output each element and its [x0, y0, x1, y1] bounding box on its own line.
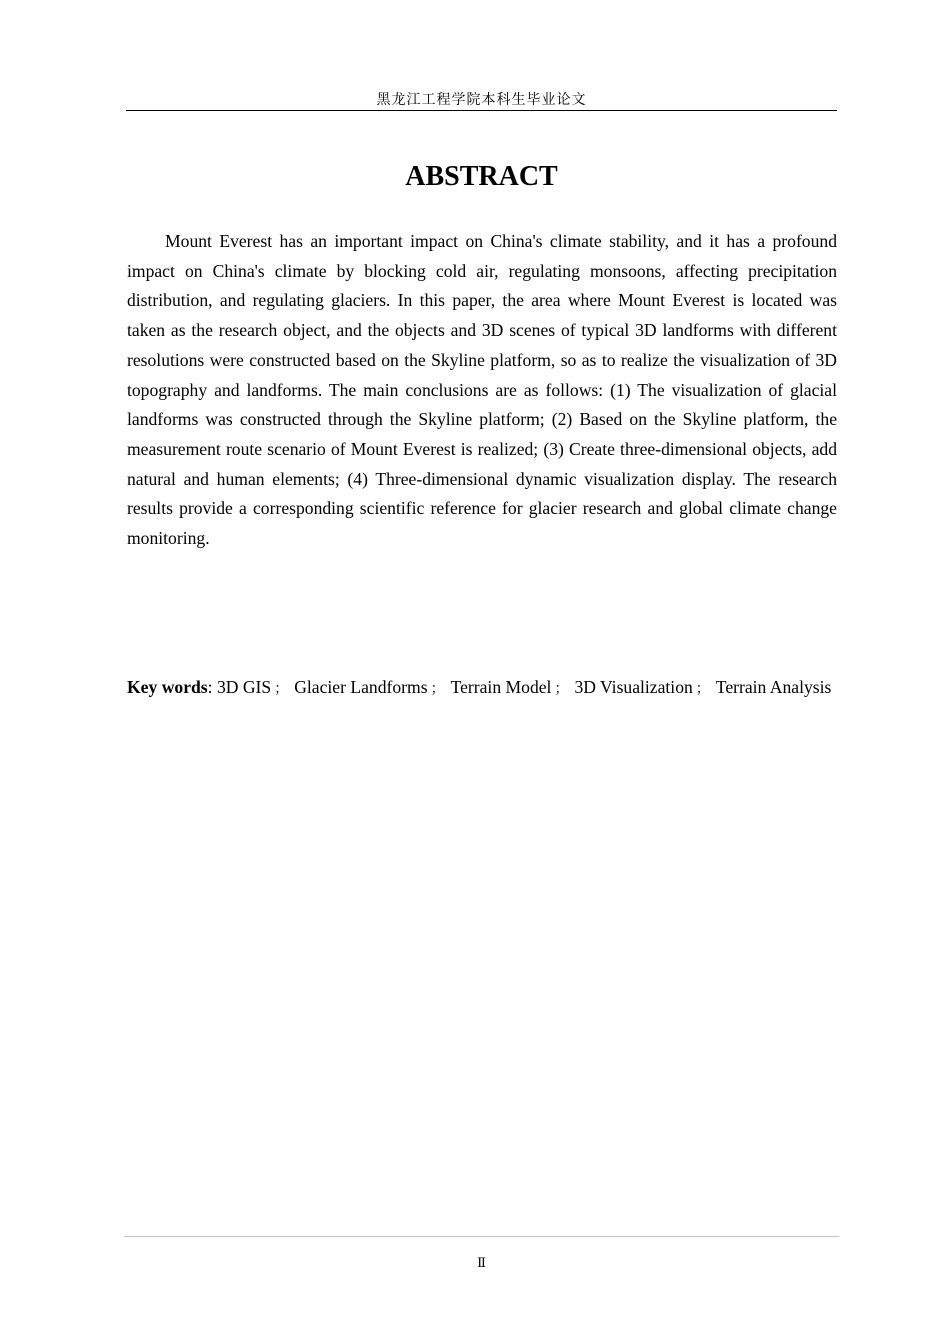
abstract-title: ABSTRACT — [405, 161, 558, 192]
keyword-separator: ； — [430, 681, 445, 697]
page-number: Ⅱ — [477, 1255, 486, 1270]
keyword-separator: ； — [695, 681, 710, 697]
keyword-separator: ； — [274, 681, 289, 697]
running-header: 黑龙江工程学院本科生毕业论文 — [376, 92, 587, 108]
keyword-separator: ； — [554, 681, 569, 697]
keyword-item: 3D Visualization — [574, 677, 693, 697]
footer-divider — [124, 1236, 839, 1237]
keyword-item: Terrain Model — [450, 677, 552, 697]
keyword-item: Terrain Analysis — [715, 677, 832, 697]
keyword-item: Glacier Landforms — [294, 677, 428, 697]
keyword-item: 3D GIS — [216, 677, 272, 697]
header-divider — [126, 110, 837, 111]
keywords-line — [127, 673, 837, 705]
abstract-paragraph: Mount Everest has an important impact on China's climate stability, and it has a profound impact on China's climate by blocking cold air, regulating monsoons, affecting precipitation distribution, and regulating glaciers. In this paper, the area where Mount Everest is located was taken as the research object, and the objects and 3D scenes of typical 3D landforms with different resolutions were constructed based on the Skyline platform, so as to realize the visualization of 3D topography and landforms. The main conclusions are as follows: (1) The visualization of glacial landforms was constructed through the Skyline platform; (2) Based on the Skyline platform, the measurement route scenario of Mount Everest is realized; (3) Create three-dimensional objects, add natural and human elements; (4) Three-dimensional dynamic visualization display. The research results provide a corresponding scientific reference for glacier research and global climate change monitoring. — [127, 231, 837, 549]
keywords-label: Key words — [127, 677, 208, 697]
keywords-colon: : — [207, 677, 217, 697]
